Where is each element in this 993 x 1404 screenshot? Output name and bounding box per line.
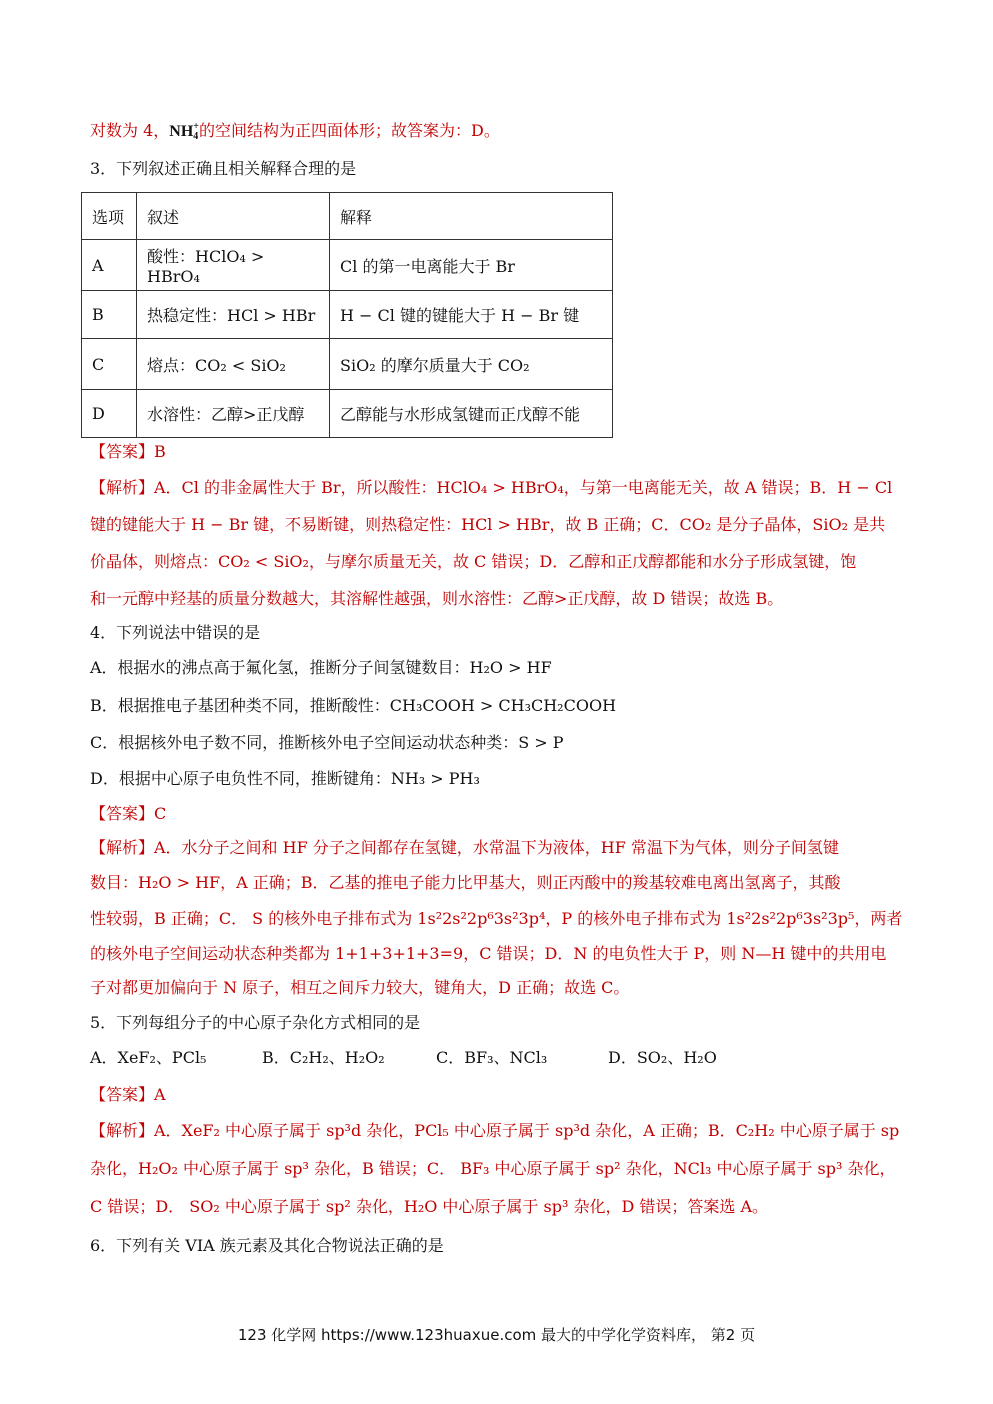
question-5-answer: 【答案】A (90, 1085, 166, 1104)
question-5-option-b: B．C₂H₂、H₂O₂ (262, 1048, 385, 1067)
question-4-analysis-line: 性较弱，B 正确；C． S 的核外电子排布式为 1s²2s²2p⁶3s²3p⁴，P 的核外电子排布式为 1s²2s²2p⁶3s²3p⁵，两者 (90, 909, 903, 928)
continuation-line: 对数为 4，NH + 4 的空间结构为正四面体形；故答案为：D。 (90, 121, 500, 143)
question-5-option-a: A．XeF₂、PCl₅ (90, 1048, 207, 1067)
question-5-analysis-line: 【解析】A．XeF₂ 中心原子属于 sp³d 杂化，PCl₅ 中心原子属于 sp³d 杂化，A 正确；B．C₂H₂ 中心原子属于 sp (90, 1121, 900, 1140)
question-5-analysis-line: C 错误；D． SO₂ 中心原子属于 sp² 杂化，H₂O 中心原子属于 sp³ 杂化，D 错误；答案选 A。 (90, 1197, 769, 1216)
question-4-analysis-line: 子对都更加偏向于 N 原子，相互之间斥力较大，键角大，D 正确；故选 C。 (90, 978, 630, 997)
question-3-table (81, 192, 613, 438)
question-4-stem: 4．下列说法中错误的是 (90, 623, 261, 642)
question-4-analysis-line: 的核外电子空间运动状态种类都为 1+1+3+1+3=9，C 错误；D．N 的电负性大于 P，则 N—H 键中的共用电 (90, 944, 887, 963)
question-3-analysis-line: 和一元醇中羟基的质量分数越大，其溶解性越强，则水溶性：乙醇>正戊醇，故 D 错误；故选 B。 (90, 589, 784, 608)
question-3-analysis-line: 价晶体，则熔点：CO₂ < SiO₂，与摩尔质量无关，故 C 错误；D．乙醇和正戊醇都能和水分子形成氢键，饱 (90, 552, 857, 571)
table-row: C 熔点：CO₂ < SiO₂ SiO₂ 的摩尔质量大于 CO₂ (82, 339, 613, 390)
question-5-stem: 5．下列每组分子的中心原子杂化方式相同的是 (90, 1013, 421, 1032)
question-5-option-c: C．BF₃、NCl₃ (436, 1048, 548, 1067)
question-5-option-d: D．SO₂、H₂O (608, 1048, 717, 1067)
question-4-option-c: C．根据核外电子数不同，推断核外电子空间运动状态种类：S > P (90, 733, 564, 752)
question-4-analysis-line: 数目：H₂O > HF，A 正确；B．乙基的推电子能力比甲基大，则正丙酸中的羧基较难电离出氢离子，其酸 (90, 873, 841, 892)
question-3-analysis-line: 键的键能大于 H − Br 键，不易断键，则热稳定性：HCl > HBr，故 B 正确；C．CO₂ 是分子晶体，SiO₂ 是共 (90, 515, 886, 534)
question-4-option-b: B．根据推电子基团种类不同，推断酸性：CH₃COOH > CH₃CH₂COOH (90, 696, 617, 715)
question-4-analysis-line: 【解析】A．水分子之间和 HF 分子之间都存在氢键，水常温下为液体，HF 常温下为气体，则分子间氢键 (90, 838, 839, 857)
question-4-option-a: A．根据水的沸点高于氟化氢，推断分子间氢键数目：H₂O > HF (90, 658, 552, 677)
page-footer: 123 化学网 https://www.123huaxue.com 最大的中学化学资料库， 第2 页 (237, 1326, 756, 1344)
question-5-analysis-line: 杂化，H₂O₂ 中心原子属于 sp³ 杂化，B 错误；C． BF₃ 中心原子属于 sp² 杂化，NCl₃ 中心原子属于 sp³ 杂化， (90, 1159, 896, 1178)
question-3-stem: 3．下列叙述正确且相关解释合理的是 (90, 159, 357, 178)
question-3-analysis-line: 【解析】A．Cl 的非金属性大于 Br，所以酸性：HClO₄ > HBrO₄，与第一电离能无关，故 A 错误；B．H − Cl (90, 478, 893, 497)
header-reason: 解释 (330, 193, 613, 240)
header-statement: 叙述 (137, 193, 330, 240)
table-row: D 水溶性：乙醇>正戊醇 乙醇能与水形成氢键而正戊醇不能 (82, 390, 613, 438)
table-header-row (82, 193, 613, 240)
question-3-answer: 【答案】B (90, 442, 166, 461)
question-4-answer: 【答案】C (90, 804, 167, 823)
table-row: B 热稳定性：HCl > HBr H − Cl 键的键能大于 H − Br 键 (82, 291, 613, 339)
table-row: A 酸性：HClO₄ > HBrO₄ Cl 的第一电离能大于 Br (82, 240, 613, 291)
question-6-stem: 6．下列有关 VIA 族元素及其化合物说法正确的是 (90, 1236, 444, 1255)
question-4-option-d: D．根据中心原子电负性不同，推断键角：NH₃ > PH₃ (90, 769, 480, 788)
header-option: 选项 (82, 193, 137, 240)
